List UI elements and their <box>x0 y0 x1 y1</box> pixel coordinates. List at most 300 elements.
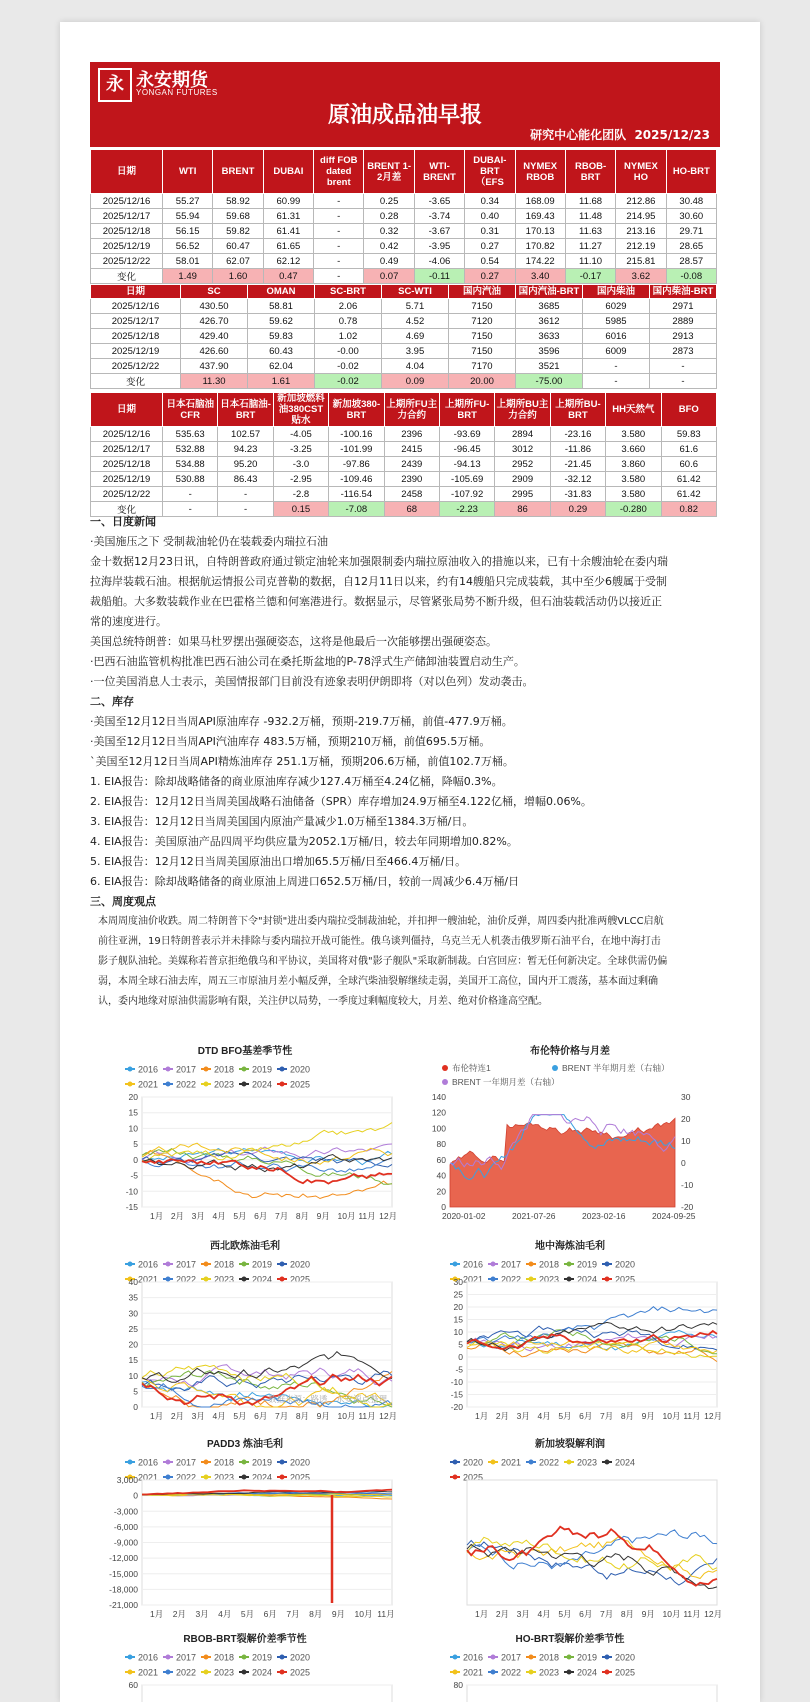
legend-marker <box>204 1262 209 1267</box>
change-cell: 3.40 <box>515 269 565 284</box>
legend-marker <box>166 1277 171 1282</box>
y-tick-label: -9,000 <box>113 1537 138 1548</box>
change-cell: - <box>314 269 364 284</box>
legend-label: 2024 <box>577 1667 598 1678</box>
legend-label: 2024 <box>252 1667 273 1678</box>
x-tick-label: 11月 <box>358 1211 376 1221</box>
table-cell: 2025/12/16 <box>91 194 163 209</box>
legend-marker <box>242 1277 247 1282</box>
column-header: 上期所BU主力合约 <box>495 393 550 427</box>
weekly-view-paragraph <box>90 912 730 1012</box>
change-cell: 0.15 <box>273 502 328 517</box>
y-tick-label: 10 <box>453 1327 463 1337</box>
table-cell: 62.04 <box>248 359 315 374</box>
table-cell: 2025/12/18 <box>91 457 163 472</box>
x-tick-label: 1月 <box>475 1609 489 1619</box>
column-header: OMAN <box>248 285 315 299</box>
table-cell: 58.01 <box>163 254 213 269</box>
table-cell: 58.92 <box>213 194 263 209</box>
y-tick-label: 25 <box>128 1323 138 1334</box>
legend-label: 2022 <box>176 1274 197 1285</box>
text-line: 美国总统特朗普：如果马杜罗摆出强硬姿态，这将是他最后一次能够摆出强硬姿态。 <box>90 635 497 648</box>
table-cell: 60.43 <box>248 344 315 359</box>
x-tick-label: 12月 <box>704 1609 723 1619</box>
price-table-sc-domestic <box>90 284 717 389</box>
legend-marker <box>529 1277 534 1282</box>
table-cell: -3.67 <box>414 224 464 239</box>
table-row <box>91 344 717 359</box>
legend-marker <box>242 1082 247 1087</box>
legend-label: 2020 <box>290 1064 311 1075</box>
plot-area <box>467 1480 717 1605</box>
table-cell: -4.06 <box>414 254 464 269</box>
table-cell: -109.46 <box>329 472 384 487</box>
report-title: 原油成品油早报 <box>327 103 482 128</box>
text-line: ·巴西石油监管机构批准巴西石油公司在桑托斯盆地的P-78浮式生产储卸油装置启动生产。 <box>90 655 525 668</box>
legend-marker <box>491 1670 496 1675</box>
x-tick-label: 8月 <box>295 1211 310 1221</box>
legend-label: 2025 <box>615 1274 636 1285</box>
legend-marker <box>280 1655 285 1660</box>
change-cell: -0.280 <box>606 502 661 517</box>
legend-label: 2016 <box>463 1652 484 1663</box>
table-row <box>91 442 717 457</box>
price-table-fuel-oil <box>90 392 717 517</box>
legend-marker <box>204 1655 209 1660</box>
plot-area <box>142 1685 392 1702</box>
x-tick-label: 4月 <box>212 1411 226 1421</box>
change-cell: 1.60 <box>213 269 263 284</box>
y-tick-label-left: 20 <box>436 1186 446 1197</box>
column-header: SC-WTI <box>382 285 449 299</box>
legend-label: 2020 <box>615 1259 636 1270</box>
legend-marker <box>166 1475 171 1480</box>
x-tick-label: 3月 <box>195 1609 209 1619</box>
chart-rbob-brt <box>80 1630 410 1702</box>
table-cell: -2.8 <box>273 487 328 502</box>
x-tick-label: 6月 <box>579 1411 593 1421</box>
y-tick-label: 30 <box>128 1308 138 1319</box>
table-cell: -93.69 <box>439 427 494 442</box>
x-tick-label: 2020-01-02 <box>442 1211 486 1221</box>
table-cell: 60.47 <box>213 239 263 254</box>
legend-marker <box>166 1460 171 1465</box>
legend-label: 2020 <box>463 1457 484 1468</box>
x-tick-label: 2023-02-16 <box>582 1211 626 1221</box>
column-header: RBOB-BRT <box>565 150 615 194</box>
legend-label: 2019 <box>577 1259 598 1270</box>
series-line <box>467 1536 717 1579</box>
text-line: 前往亚洲，19日特朗普表示并未排除与委内瑞拉开战可能性。俄乌谈判僵持，乌克兰无人机袭击俄罗斯石油平台，在地中海打击 <box>98 936 661 947</box>
table-cell: 170.13 <box>515 224 565 239</box>
table-cell: 532.88 <box>163 442 218 457</box>
legend-label: 2021 <box>463 1667 484 1678</box>
legend-label: 2023 <box>214 1274 235 1285</box>
legend-marker <box>605 1277 610 1282</box>
table-cell: -11.86 <box>550 442 605 457</box>
x-tick-label: 10月 <box>354 1609 373 1619</box>
inventory-list <box>90 712 730 892</box>
x-tick-label: 11月 <box>358 1411 376 1421</box>
table-cell: 55.94 <box>163 209 213 224</box>
legend-label: 2025 <box>290 1079 311 1090</box>
legend-label: 2024 <box>577 1274 598 1285</box>
table-cell: 62.12 <box>263 254 313 269</box>
table-cell: 0.28 <box>364 209 414 224</box>
text-line: 6. EIA报告：除却战略储备的商业原油上周进口652.5万桶/日，较前一周减少6.4万桶/日 <box>90 875 520 888</box>
x-tick-label: 7月 <box>600 1609 614 1619</box>
x-tick-label: 4月 <box>218 1609 232 1619</box>
table-cell: 11.48 <box>565 209 615 224</box>
report-date: 2025/12/23 <box>634 128 710 142</box>
y-tick-label-left: 0 <box>441 1202 446 1212</box>
table-cell: 28.57 <box>666 254 716 269</box>
section-heading-news: 一、日度新闻 <box>90 515 156 528</box>
x-tick-label: 10月 <box>337 1411 356 1421</box>
legend-label: 2021 <box>138 1274 159 1285</box>
x-tick-label: 7月 <box>275 1411 289 1421</box>
x-tick-label: 11月 <box>377 1609 395 1619</box>
table-cell: 2971 <box>650 299 717 314</box>
x-tick-label: 10月 <box>662 1609 681 1619</box>
legend-marker <box>242 1670 247 1675</box>
legend-label: 2022 <box>176 1667 197 1678</box>
text-line: 弱，本周全球石油去库，周五三市原油月差小幅反弹，全球汽柴油裂解继续走弱，美国开工高位，国内开工震荡，基本面过剩确 <box>98 976 658 987</box>
y-tick-label: -15,000 <box>109 1568 138 1579</box>
x-tick-label: 3月 <box>191 1211 205 1221</box>
x-tick-label: 5月 <box>233 1411 247 1421</box>
table-row <box>91 239 717 254</box>
legend-label: 2016 <box>138 1064 159 1075</box>
table-cell: -105.69 <box>439 472 494 487</box>
legend-label: 2025 <box>290 1472 311 1483</box>
change-cell: -0.17 <box>565 269 615 284</box>
chart-title: RBOB-BRT裂解价差季节性 <box>183 1634 307 1645</box>
legend-label: 2023 <box>214 1472 235 1483</box>
table-row <box>91 359 717 374</box>
table-cell: 6009 <box>583 344 650 359</box>
x-tick-label: 4月 <box>212 1211 226 1221</box>
table-cell: -32.12 <box>550 472 605 487</box>
x-tick-label: 6月 <box>263 1609 277 1619</box>
table-cell: 61.65 <box>263 239 313 254</box>
x-tick-label: 10月 <box>337 1211 356 1221</box>
legend-label: 2017 <box>176 1064 197 1075</box>
yongan-logo-icon: 永 <box>98 68 132 102</box>
legend-label: 2017 <box>176 1457 197 1468</box>
legend-label: BRENT 半年期月差（右轴） <box>562 1063 670 1073</box>
table-cell: 0.49 <box>364 254 414 269</box>
column-header: 国内汽油 <box>449 285 516 299</box>
x-tick-label: 7月 <box>286 1609 300 1619</box>
brand-name: 永安期货 <box>136 70 208 91</box>
legend-marker <box>453 1670 458 1675</box>
y-tick-label: 3,000 <box>116 1475 138 1485</box>
table-cell: 0.34 <box>465 194 515 209</box>
text-line: 2. EIA报告：12月12日当周美国战略石油储备（SPR）库存增加24.9万桶至4.122亿桶，增幅0.06%。 <box>90 795 592 808</box>
chart-title: 西北欧炼油毛利 <box>210 1241 280 1252</box>
column-header: WTI <box>163 150 213 194</box>
column-header: DUBAI <box>263 150 313 194</box>
legend-marker <box>204 1277 209 1282</box>
table-cell: 61.6 <box>661 442 716 457</box>
x-tick-label: 4月 <box>537 1411 551 1421</box>
table-cell: 58.81 <box>248 299 315 314</box>
table-cell: 212.86 <box>616 194 666 209</box>
table-cell: 95.20 <box>218 457 273 472</box>
x-tick-label: 2月 <box>172 1609 186 1619</box>
table-cell: - <box>650 359 717 374</box>
chart-singapore-crack <box>405 1435 735 1630</box>
legend-label: 2022 <box>501 1274 522 1285</box>
plot-area <box>467 1685 717 1702</box>
y-tick-label: 0 <box>133 1490 138 1501</box>
change-row <box>91 269 717 284</box>
x-tick-label: 3月 <box>191 1411 205 1421</box>
table-cell: 0.78 <box>315 314 382 329</box>
table-row <box>91 457 717 472</box>
section-heading-view: 三、周度观点 <box>90 895 156 908</box>
y-tick-label: -15 <box>125 1202 138 1212</box>
table-row <box>91 224 717 239</box>
x-tick-label: 2月 <box>170 1411 185 1421</box>
legend-label: 2020 <box>290 1652 311 1663</box>
x-tick-label: 11月 <box>683 1411 701 1421</box>
x-tick-label: 2月 <box>170 1211 185 1221</box>
table-cell: 2025/12/19 <box>91 344 181 359</box>
y-tick-label: -5 <box>130 1170 138 1181</box>
table-cell: -116.54 <box>329 487 384 502</box>
table-cell: -3.0 <box>273 457 328 472</box>
y-tick-label: 0 <box>133 1402 138 1412</box>
table-cell: 3.580 <box>606 472 661 487</box>
table-cell: 2913 <box>650 329 717 344</box>
table-cell: -3.95 <box>414 239 464 254</box>
legend-marker <box>280 1067 285 1072</box>
y-tick-label: -10 <box>125 1186 138 1197</box>
y-tick-label: 80 <box>453 1680 463 1690</box>
y-tick-label-left: 80 <box>436 1139 446 1150</box>
change-cell: - <box>218 502 273 517</box>
x-tick-label: 6月 <box>254 1411 268 1421</box>
legend-marker <box>529 1262 534 1267</box>
column-header: NYMEX HO <box>616 150 666 194</box>
y-tick-label-right: -20 <box>681 1202 694 1212</box>
legend-label: 2025 <box>615 1667 636 1678</box>
y-tick-label: -10 <box>450 1377 463 1387</box>
legend-label: 2023 <box>539 1667 560 1678</box>
legend-marker <box>242 1475 247 1480</box>
table-cell: 170.82 <box>515 239 565 254</box>
legend-marker <box>204 1475 209 1480</box>
legend-marker <box>605 1670 610 1675</box>
table-cell: 4.52 <box>382 314 449 329</box>
table-cell: 2439 <box>384 457 439 472</box>
x-tick-label: 1月 <box>475 1411 489 1421</box>
legend-marker <box>280 1670 285 1675</box>
x-tick-label: 2024-09-25 <box>652 1211 696 1221</box>
table-cell: 3612 <box>516 314 583 329</box>
text-line: 1. EIA报告：除却战略储备的商业原油库存减少127.4万桶至4.24亿桶，降幅0.3%。 <box>90 775 503 788</box>
legend-label: 2021 <box>138 1472 159 1483</box>
legend-marker <box>166 1670 171 1675</box>
change-cell: -0.02 <box>315 374 382 389</box>
legend-label: 2025 <box>290 1274 311 1285</box>
x-tick-label: 1月 <box>150 1211 164 1221</box>
table-cell: 7150 <box>449 299 516 314</box>
table-cell: 3521 <box>516 359 583 374</box>
legend-marker <box>567 1670 572 1675</box>
table-cell: 61.42 <box>661 487 716 502</box>
legend-label: 2017 <box>176 1652 197 1663</box>
y-tick-label: -6,000 <box>113 1521 138 1532</box>
legend-marker <box>453 1655 458 1660</box>
table-cell: 30.60 <box>666 209 716 224</box>
legend-label: 2018 <box>214 1064 235 1075</box>
table-cell: 0.27 <box>465 239 515 254</box>
table-cell: 7170 <box>449 359 516 374</box>
legend-label: 2019 <box>252 1652 273 1663</box>
legend-marker <box>204 1670 209 1675</box>
table-cell: 6016 <box>583 329 650 344</box>
change-label: 变化 <box>91 502 163 517</box>
table-cell: 6029 <box>583 299 650 314</box>
legend-marker <box>567 1277 572 1282</box>
y-tick-label: 10 <box>128 1370 138 1381</box>
table-cell: - <box>163 487 218 502</box>
legend-label: 2018 <box>214 1457 235 1468</box>
table-cell: 59.83 <box>661 427 716 442</box>
table-cell: 2025/12/17 <box>91 209 163 224</box>
legend-label: 2020 <box>290 1457 311 1468</box>
table-cell: 4.69 <box>382 329 449 344</box>
chart-brent-price-spread <box>405 1042 735 1232</box>
legend-marker <box>242 1460 247 1465</box>
text-line: 本周周度油价收跌。周二特朗普下令"封锁"进出委内瑞拉受制裁油轮，并扣押一艘油轮，油价反弹，周四委内批准两艘VLCC启航 <box>98 916 664 927</box>
y-tick-label-right: 10 <box>681 1136 691 1146</box>
y-tick-label: 40 <box>128 1277 138 1287</box>
change-cell: 3.62 <box>616 269 666 284</box>
legend-label: 2020 <box>615 1652 636 1663</box>
price-table-crude <box>90 149 717 284</box>
text-line: `美国至12月12日当周API精炼油库存 251.1万桶，预期206.6万桶，前值102.7万桶。 <box>90 755 514 768</box>
x-tick-label: 2月 <box>495 1609 510 1619</box>
legend-label: 2018 <box>539 1259 560 1270</box>
text-line: ·美国至12月12日当周API原油库存 -932.2万桶，预期-219.7万桶，前值-477.9万桶。 <box>90 715 513 728</box>
legend-marker <box>204 1082 209 1087</box>
table-cell: 11.27 <box>565 239 615 254</box>
chart-ho-brt <box>405 1630 735 1702</box>
table-cell: -23.16 <box>550 427 605 442</box>
x-tick-label: 5月 <box>233 1211 247 1221</box>
legend-marker <box>552 1065 558 1071</box>
table-cell: 213.16 <box>616 224 666 239</box>
x-tick-label: 3月 <box>516 1411 530 1421</box>
table-cell: 0.40 <box>465 209 515 224</box>
table-cell: -3.65 <box>414 194 464 209</box>
table-cell: - <box>314 254 364 269</box>
legend-label: 2022 <box>176 1472 197 1483</box>
table-cell: 174.22 <box>515 254 565 269</box>
table-cell: 55.27 <box>163 194 213 209</box>
table-cell: 86.43 <box>218 472 273 487</box>
table-cell: 214.95 <box>616 209 666 224</box>
x-tick-label: 9月 <box>641 1609 655 1619</box>
table-cell: 2894 <box>495 427 550 442</box>
y-tick-label: 20 <box>128 1339 138 1350</box>
legend-label: 2018 <box>214 1259 235 1270</box>
table-cell: 2873 <box>650 344 717 359</box>
table-cell: 2995 <box>495 487 550 502</box>
change-cell: -0.11 <box>414 269 464 284</box>
news-list <box>90 532 730 692</box>
chart-title: PADD3 炼油毛利 <box>207 1439 283 1450</box>
column-header: 日本石脑油-BRT <box>218 393 273 427</box>
column-header: 上期所FU-BRT <box>439 393 494 427</box>
column-header: 日期 <box>91 285 181 299</box>
table-cell: 59.82 <box>213 224 263 239</box>
legend-marker <box>128 1670 133 1675</box>
legend-label: 2023 <box>214 1667 235 1678</box>
table-cell: 2025/12/17 <box>91 314 181 329</box>
table-cell: - <box>314 194 364 209</box>
table-cell: 3.580 <box>606 427 661 442</box>
x-tick-label: 1月 <box>150 1411 164 1421</box>
y-tick-label: 5 <box>133 1139 138 1150</box>
legend-label: 2024 <box>252 1472 273 1483</box>
table-cell: 3.95 <box>382 344 449 359</box>
column-header: NYMEX RBOB <box>515 150 565 194</box>
table-cell: 2889 <box>650 314 717 329</box>
report-byline <box>530 126 710 143</box>
table-cell: 3596 <box>516 344 583 359</box>
column-header: BRENT 1-2月差 <box>364 150 414 194</box>
table-cell: 534.88 <box>163 457 218 472</box>
table-cell: -31.83 <box>550 487 605 502</box>
y-tick-label: 10 <box>128 1123 138 1134</box>
change-cell: 0.07 <box>364 269 414 284</box>
y-tick-label-left: 140 <box>431 1092 446 1102</box>
table-cell: 61.42 <box>661 472 716 487</box>
column-header: 国内柴油 <box>583 285 650 299</box>
change-cell: 1.49 <box>163 269 213 284</box>
column-header: 新加坡380-BRT <box>329 393 384 427</box>
table-cell: 30.48 <box>666 194 716 209</box>
table-cell: 59.68 <box>213 209 263 224</box>
text-line: 裁船舶。大多数装载作业在巴霍格兰德和何塞港进行。数据显示，尽管紧张局势不断升级，但石油装载活动仍以接近正 <box>90 595 662 608</box>
table-row <box>91 472 717 487</box>
x-tick-label: 1月 <box>150 1609 164 1619</box>
chart-dtd-bfo <box>80 1042 410 1232</box>
legend-marker <box>280 1277 285 1282</box>
table-cell: 426.60 <box>181 344 248 359</box>
table-cell: 11.63 <box>565 224 615 239</box>
table-cell: 3.860 <box>606 457 661 472</box>
column-header: 国内柴油-BRT <box>650 285 717 299</box>
legend-label: 2021 <box>138 1079 159 1090</box>
y-tick-label: 5 <box>133 1386 138 1397</box>
text-line: ·一位美国消息人士表示，美国情报部门目前没有迹象表明伊朗即将（对以色列）发动袭击。 <box>90 675 534 688</box>
y-tick-label: 35 <box>128 1292 138 1303</box>
legend-label: 布伦特连1 <box>452 1063 491 1073</box>
x-tick-label: 3月 <box>516 1609 530 1619</box>
y-tick-label-left: 40 <box>436 1170 446 1181</box>
table-cell: 3.660 <box>606 442 661 457</box>
y-tick-label-left: 100 <box>431 1123 446 1134</box>
legend-label: 2023 <box>577 1457 598 1468</box>
y-tick-label: -18,000 <box>109 1584 138 1595</box>
table-cell: -100.16 <box>329 427 384 442</box>
